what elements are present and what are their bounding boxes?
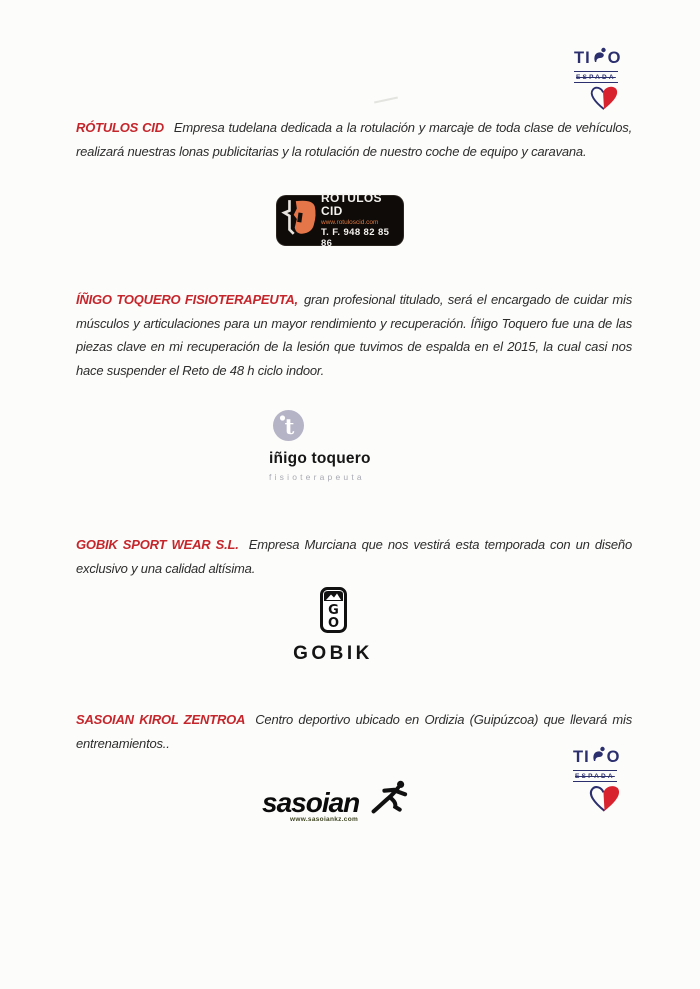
rotulos-logo-title: ROTULOS CID — [321, 191, 382, 218]
espada-word-suffix: O — [607, 49, 622, 67]
espada-wordmark — [574, 47, 640, 70]
body-sasoian: Centro deportivo ubicado en Ordizia (Guipúzcoa) que llevará mis entrenamientos.. — [76, 712, 632, 751]
heading-gobik: GOBIK SPORT WEAR S.L. — [76, 537, 239, 552]
paragraph-sasoian — [76, 708, 632, 755]
inigo-monogram-icon — [273, 410, 304, 441]
espada-team-logo-bottom — [573, 746, 639, 813]
body-gobik: Empresa Murciana que nos vestirá esta temporada con un diseño exclusivo y una calidad altísima. — [76, 537, 632, 576]
paragraph-inigo — [76, 288, 632, 382]
espada-wordmark — [573, 746, 639, 769]
gobik-badge-letter-bottom: O — [327, 616, 339, 631]
scan-smudge — [374, 97, 398, 104]
espada-word-suffix: O — [606, 748, 621, 766]
heart-shield-icon — [587, 85, 621, 111]
espada-team-logo-top — [574, 47, 640, 111]
body-rotulos: Empresa tudelana dedicada a la rotulación y marcaje de toda clase de vehículos, realizará nuestras lonas publicitarias y la rotulación de nuestro coche de equipo y caravana. — [76, 120, 632, 159]
rotulos-logo-website: www.rotuloscid.com — [321, 219, 379, 226]
cyclist-icon — [590, 746, 607, 769]
inigo-toquero-logo — [269, 410, 389, 482]
heading-inigo: ÍÑIGO TOQUERO FISIOTERAPEUTA, — [76, 292, 298, 307]
heart-shield-icon — [586, 784, 623, 813]
heading-sasoian: SASOIAN KIROL ZENTROA — [76, 712, 246, 727]
rotulos-brand-icon — [281, 198, 319, 243]
espada-word-prefix: TI — [574, 49, 591, 67]
inigo-logo-name: iñigo toquero — [269, 450, 371, 467]
gobik-logo — [282, 587, 384, 665]
paragraph-rotulos — [76, 116, 632, 163]
heading-rotulos: RÓTULOS CID — [76, 120, 164, 135]
body-inigo: gran profesional titulado, será el encargado de cuidar mis músculos y articulaciones para un mayor rendimiento y recuperación. Íñigo Toquero fue una de las piezas clave en mi recuperación de la lesión que tuvimos de espalda en el 2015, la cual casi nos hace suspender el Reto de 48 h ciclo indoor. — [76, 292, 633, 378]
inigo-monogram-letter: t — [284, 414, 295, 439]
sasoian-logo-website: www.sasoiankz.com — [290, 816, 359, 823]
inigo-logo-profession: fisioterapeuta — [269, 472, 365, 482]
cyclist-icon — [591, 47, 608, 70]
paragraph-gobik — [76, 533, 632, 580]
espada-subtitle: ESPADA — [573, 770, 617, 782]
espada-word-prefix: TI — [573, 748, 590, 766]
sasoian-logo — [262, 779, 452, 823]
sasoian-wordmark: sasoian — [262, 787, 360, 818]
gobik-badge-letter-top: G — [327, 603, 339, 618]
rotulos-cid-logo — [277, 191, 403, 249]
rotulos-logo-phone: T. F. 948 82 85 86 — [321, 227, 390, 249]
runner-icon — [362, 779, 414, 815]
espada-subtitle: ESPADA — [574, 71, 618, 83]
gobik-wordmark: GOBIK — [293, 643, 373, 664]
gobik-badge-icon — [320, 587, 347, 633]
